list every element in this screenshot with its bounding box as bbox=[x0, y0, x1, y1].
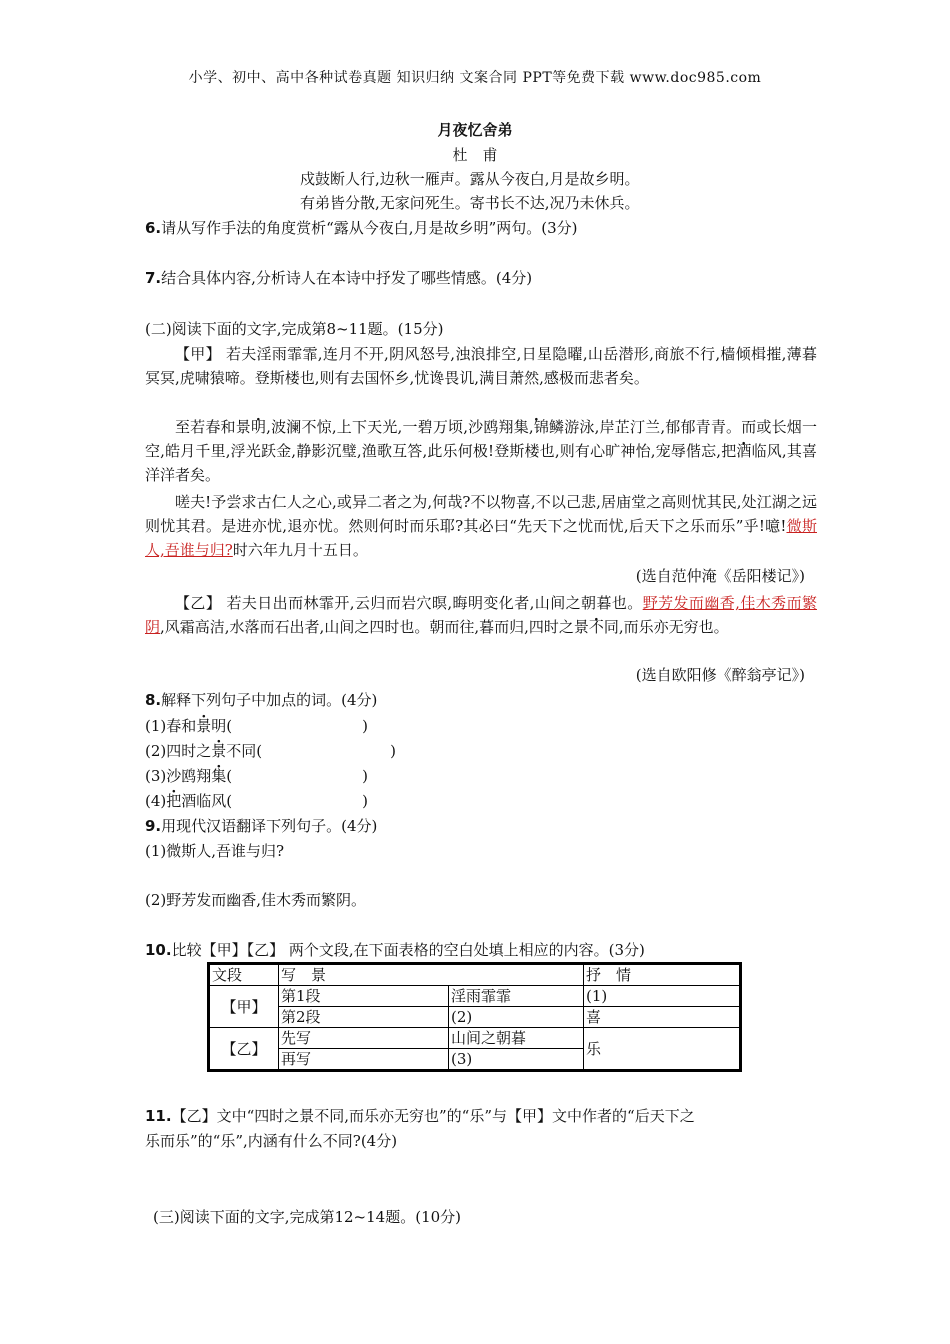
question-text: 请从写作手法的角度赏析“露从今夜白,月是故乡明”两句。(3分) bbox=[161, 219, 578, 237]
table-cell: 乐 bbox=[584, 1028, 741, 1071]
question-text: 比较【甲】【乙】 两个文段,在下面表格的空白处填上相应的内容。(3分) bbox=[171, 941, 645, 959]
comparison-table bbox=[207, 962, 742, 1072]
q8-item-3: (3)沙鸥翔集( ) bbox=[145, 767, 368, 785]
q9-sentence-2: (2)野芳发而幽香,佳木秀而繁阴。 bbox=[145, 891, 367, 909]
question-number: 10. bbox=[145, 941, 172, 959]
passage-jia-para-3 bbox=[145, 490, 817, 562]
passage-text: 不同,而乐亦无穷也。 bbox=[588, 618, 729, 636]
passage-jia-para-2 bbox=[145, 415, 817, 487]
table-cell: 山间之朝暮 bbox=[449, 1028, 584, 1049]
passage-text: 酒临风,其喜洋洋者矣。 bbox=[145, 442, 817, 484]
passage-text: 嗟夫!予尝求古仁人之心,或异二者之为,何哉?不以物喜,不以己悲,居庙堂之高则忧其民,处江湖之远则忧其君。是进亦忧,退亦忧。然则何时而乐耶?其必曰“先天下之忧而忧,后天下之乐而乐”乎!噫! bbox=[145, 493, 817, 535]
passage-text: 时六年九月十五日。 bbox=[232, 541, 368, 559]
question-8 bbox=[145, 690, 377, 710]
question-9 bbox=[145, 816, 377, 836]
passage-jia-para-1 bbox=[145, 342, 817, 390]
passage-text: 若夫日出而林霏开,云归而岩穴暝,晦明变化者,山间之朝暮也。 bbox=[226, 594, 643, 612]
table-row bbox=[209, 1007, 741, 1028]
passage-text: 至若春和 bbox=[175, 418, 236, 436]
table-header-cell: 抒 情 bbox=[584, 964, 741, 986]
dotted-word: 景 bbox=[196, 717, 212, 735]
table-header-cell: 写 景 bbox=[279, 964, 584, 986]
table-cell: 【乙】 bbox=[209, 1028, 279, 1071]
question-6 bbox=[145, 218, 578, 238]
table-cell: 第2段 bbox=[279, 1007, 449, 1028]
poem-line-1: 戍鼓断人行,边秋一雁声。露从今夜白,月是故乡明。 bbox=[300, 170, 640, 188]
table-cell[interactable]: (3) bbox=[449, 1049, 584, 1071]
question-7 bbox=[145, 268, 532, 288]
dotted-word: 景 bbox=[573, 618, 589, 636]
passage-yi-source: (选自欧阳修《醉翁亭记》) bbox=[635, 666, 805, 684]
q9-sentence-1: (1)微斯人,吾谁与归? bbox=[145, 842, 285, 860]
table-header-cell: 文段 bbox=[209, 964, 279, 986]
question-text: 用现代汉语翻译下列句子。(4分) bbox=[161, 817, 378, 835]
page-header: 小学、初中、高中各种试卷真题 知识归纳 文案合同 PPT等免费下载 www.doc985.com bbox=[188, 70, 762, 86]
table-cell: 先写 bbox=[279, 1028, 449, 1049]
table-row bbox=[209, 986, 741, 1007]
table-cell: 第1段 bbox=[279, 986, 449, 1007]
dotted-word: 景 bbox=[235, 418, 251, 436]
dotted-word: 集 bbox=[211, 767, 227, 785]
passage-text: ,锦鳞游泳,岸芷汀兰,郁郁青青。而或长烟一空,皓月千里,浮光跃金,静影沉璧,渔歌互答,此乐何极!登斯楼也,则有心旷神怡,宠辱偕忘, bbox=[145, 418, 817, 460]
poem-line-2: 有弟皆分散,无家问死生。寄书长不达,况乃未休兵。 bbox=[300, 194, 640, 212]
table-row bbox=[209, 1028, 741, 1049]
question-number: 6. bbox=[145, 219, 162, 237]
table-cell: 淫雨霏霏 bbox=[449, 986, 584, 1007]
question-number: 11. bbox=[145, 1107, 172, 1125]
passage-jia-source: (选自范仲淹《岳阳楼记》) bbox=[635, 567, 805, 585]
table-cell[interactable]: (1) bbox=[584, 986, 741, 1007]
table-row bbox=[209, 964, 741, 986]
question-number: 7. bbox=[145, 269, 162, 287]
poem-author: 杜 甫 bbox=[452, 146, 498, 164]
question-number: 8. bbox=[145, 691, 162, 709]
dotted-word: 把 bbox=[721, 442, 737, 460]
table-cell: 喜 bbox=[584, 1007, 741, 1028]
question-number: 9. bbox=[145, 817, 162, 835]
highlighted-sentence: 野芳发而幽香,佳木秀而繁阴 bbox=[145, 594, 817, 636]
passage-text: 明,波澜不惊,上下天光,一碧万顷,沙鸥翔 bbox=[250, 418, 514, 436]
section-3-heading: (三)阅读下面的文字,完成第12~14题。(10分) bbox=[153, 1208, 462, 1226]
passage-text: 若夫淫雨霏霏,连月不开,阴风怒号,浊浪排空,日星隐曜,山岳潜形,商旅不行,樯倾楫摧,薄暮冥冥,虎啸猿啼。登斯楼也,则有去国怀乡,忧谗畏讥,满目萧然,感极而悲者矣。 bbox=[145, 345, 817, 387]
table-cell: 再写 bbox=[279, 1049, 449, 1071]
highlighted-sentence: 微斯人,吾谁与归? bbox=[145, 517, 817, 559]
passage-label: 【甲】 bbox=[175, 345, 221, 363]
section-2-heading: (二)阅读下面的文字,完成第8~11题。(15分) bbox=[145, 320, 444, 338]
table-cell: 【甲】 bbox=[209, 986, 279, 1028]
question-10 bbox=[145, 940, 645, 960]
table-cell[interactable]: (2) bbox=[449, 1007, 584, 1028]
question-text: 解释下列句子中加点的词。(4分) bbox=[161, 691, 378, 709]
question-text: 【乙】文中“四时之景不同,而乐亦无穷也”的“乐”与【甲】文中作者的“后天下之 bbox=[171, 1107, 695, 1125]
dotted-word: 景 bbox=[211, 742, 227, 760]
passage-text: ,风霜高洁,水落而石出者,山间之四时也。朝而往,暮而归,四时之 bbox=[160, 618, 574, 636]
dotted-word: 集 bbox=[513, 418, 529, 436]
dotted-word: 把 bbox=[166, 792, 182, 810]
q8-item-4: (4)把酒临风( ) bbox=[145, 792, 368, 810]
passage-yi bbox=[145, 591, 817, 639]
question-11 bbox=[145, 1106, 695, 1126]
question-text: 结合具体内容,分析诗人在本诗中抒发了哪些情感。(4分) bbox=[161, 269, 533, 287]
q8-item-2: (2)四时之景不同( ) bbox=[145, 742, 396, 760]
passage-label: 【乙】 bbox=[175, 594, 222, 612]
poem-title: 月夜忆舍弟 bbox=[437, 121, 513, 139]
question-11-line-2: 乐而乐”的“乐”,内涵有什么不同?(4分) bbox=[145, 1132, 398, 1150]
q8-item-1: (1)春和景明( ) bbox=[145, 717, 368, 735]
